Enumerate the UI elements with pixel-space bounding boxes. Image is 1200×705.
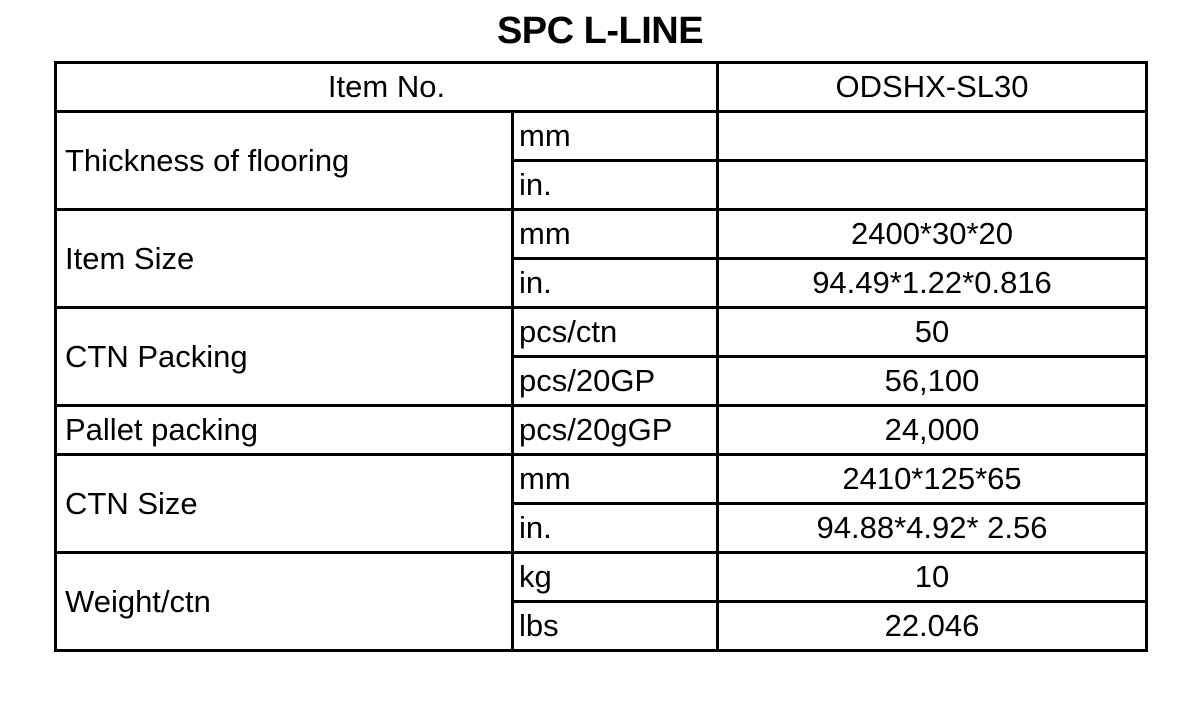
spec-table [54, 61, 1148, 652]
value-cell [718, 112, 1147, 161]
unit-cell: lbs [513, 602, 718, 651]
unit-cell: pcs/20gGP [513, 406, 718, 455]
table-header-row [56, 63, 1147, 112]
unit-cell: in. [513, 504, 718, 553]
value-cell: 10 [718, 553, 1147, 602]
row-label-weight: Weight/ctn [56, 553, 513, 651]
row-label-ctn-size: CTN Size [56, 455, 513, 553]
row-label-pallet-packing: Pallet packing [56, 406, 513, 455]
unit-cell: mm [513, 112, 718, 161]
item-no-value: ODSHX-SL30 [718, 63, 1147, 112]
value-cell: 94.49*1.22*0.816 [718, 259, 1147, 308]
table-row [56, 406, 1147, 455]
value-cell: 50 [718, 308, 1147, 357]
unit-cell: kg [513, 553, 718, 602]
value-cell: 94.88*4.92* 2.56 [718, 504, 1147, 553]
value-cell: 22.046 [718, 602, 1147, 651]
table-row [56, 455, 1147, 504]
table-row [56, 112, 1147, 161]
value-cell: 2400*30*20 [718, 210, 1147, 259]
unit-cell: in. [513, 161, 718, 210]
row-label-ctn-packing: CTN Packing [56, 308, 513, 406]
unit-cell: in. [513, 259, 718, 308]
value-cell: 24,000 [718, 406, 1147, 455]
row-label-thickness: Thickness of flooring [56, 112, 513, 210]
value-cell [718, 161, 1147, 210]
unit-cell: mm [513, 210, 718, 259]
unit-cell: pcs/20GP [513, 357, 718, 406]
unit-cell: mm [513, 455, 718, 504]
unit-cell: pcs/ctn [513, 308, 718, 357]
item-no-label: Item No. [56, 63, 718, 112]
row-label-item-size: Item Size [56, 210, 513, 308]
value-cell: 2410*125*65 [718, 455, 1147, 504]
table-row [56, 553, 1147, 602]
page-title: SPC L-LINE [496, 10, 704, 52]
table-row [56, 308, 1147, 357]
value-cell: 56,100 [718, 357, 1147, 406]
table-row [56, 210, 1147, 259]
